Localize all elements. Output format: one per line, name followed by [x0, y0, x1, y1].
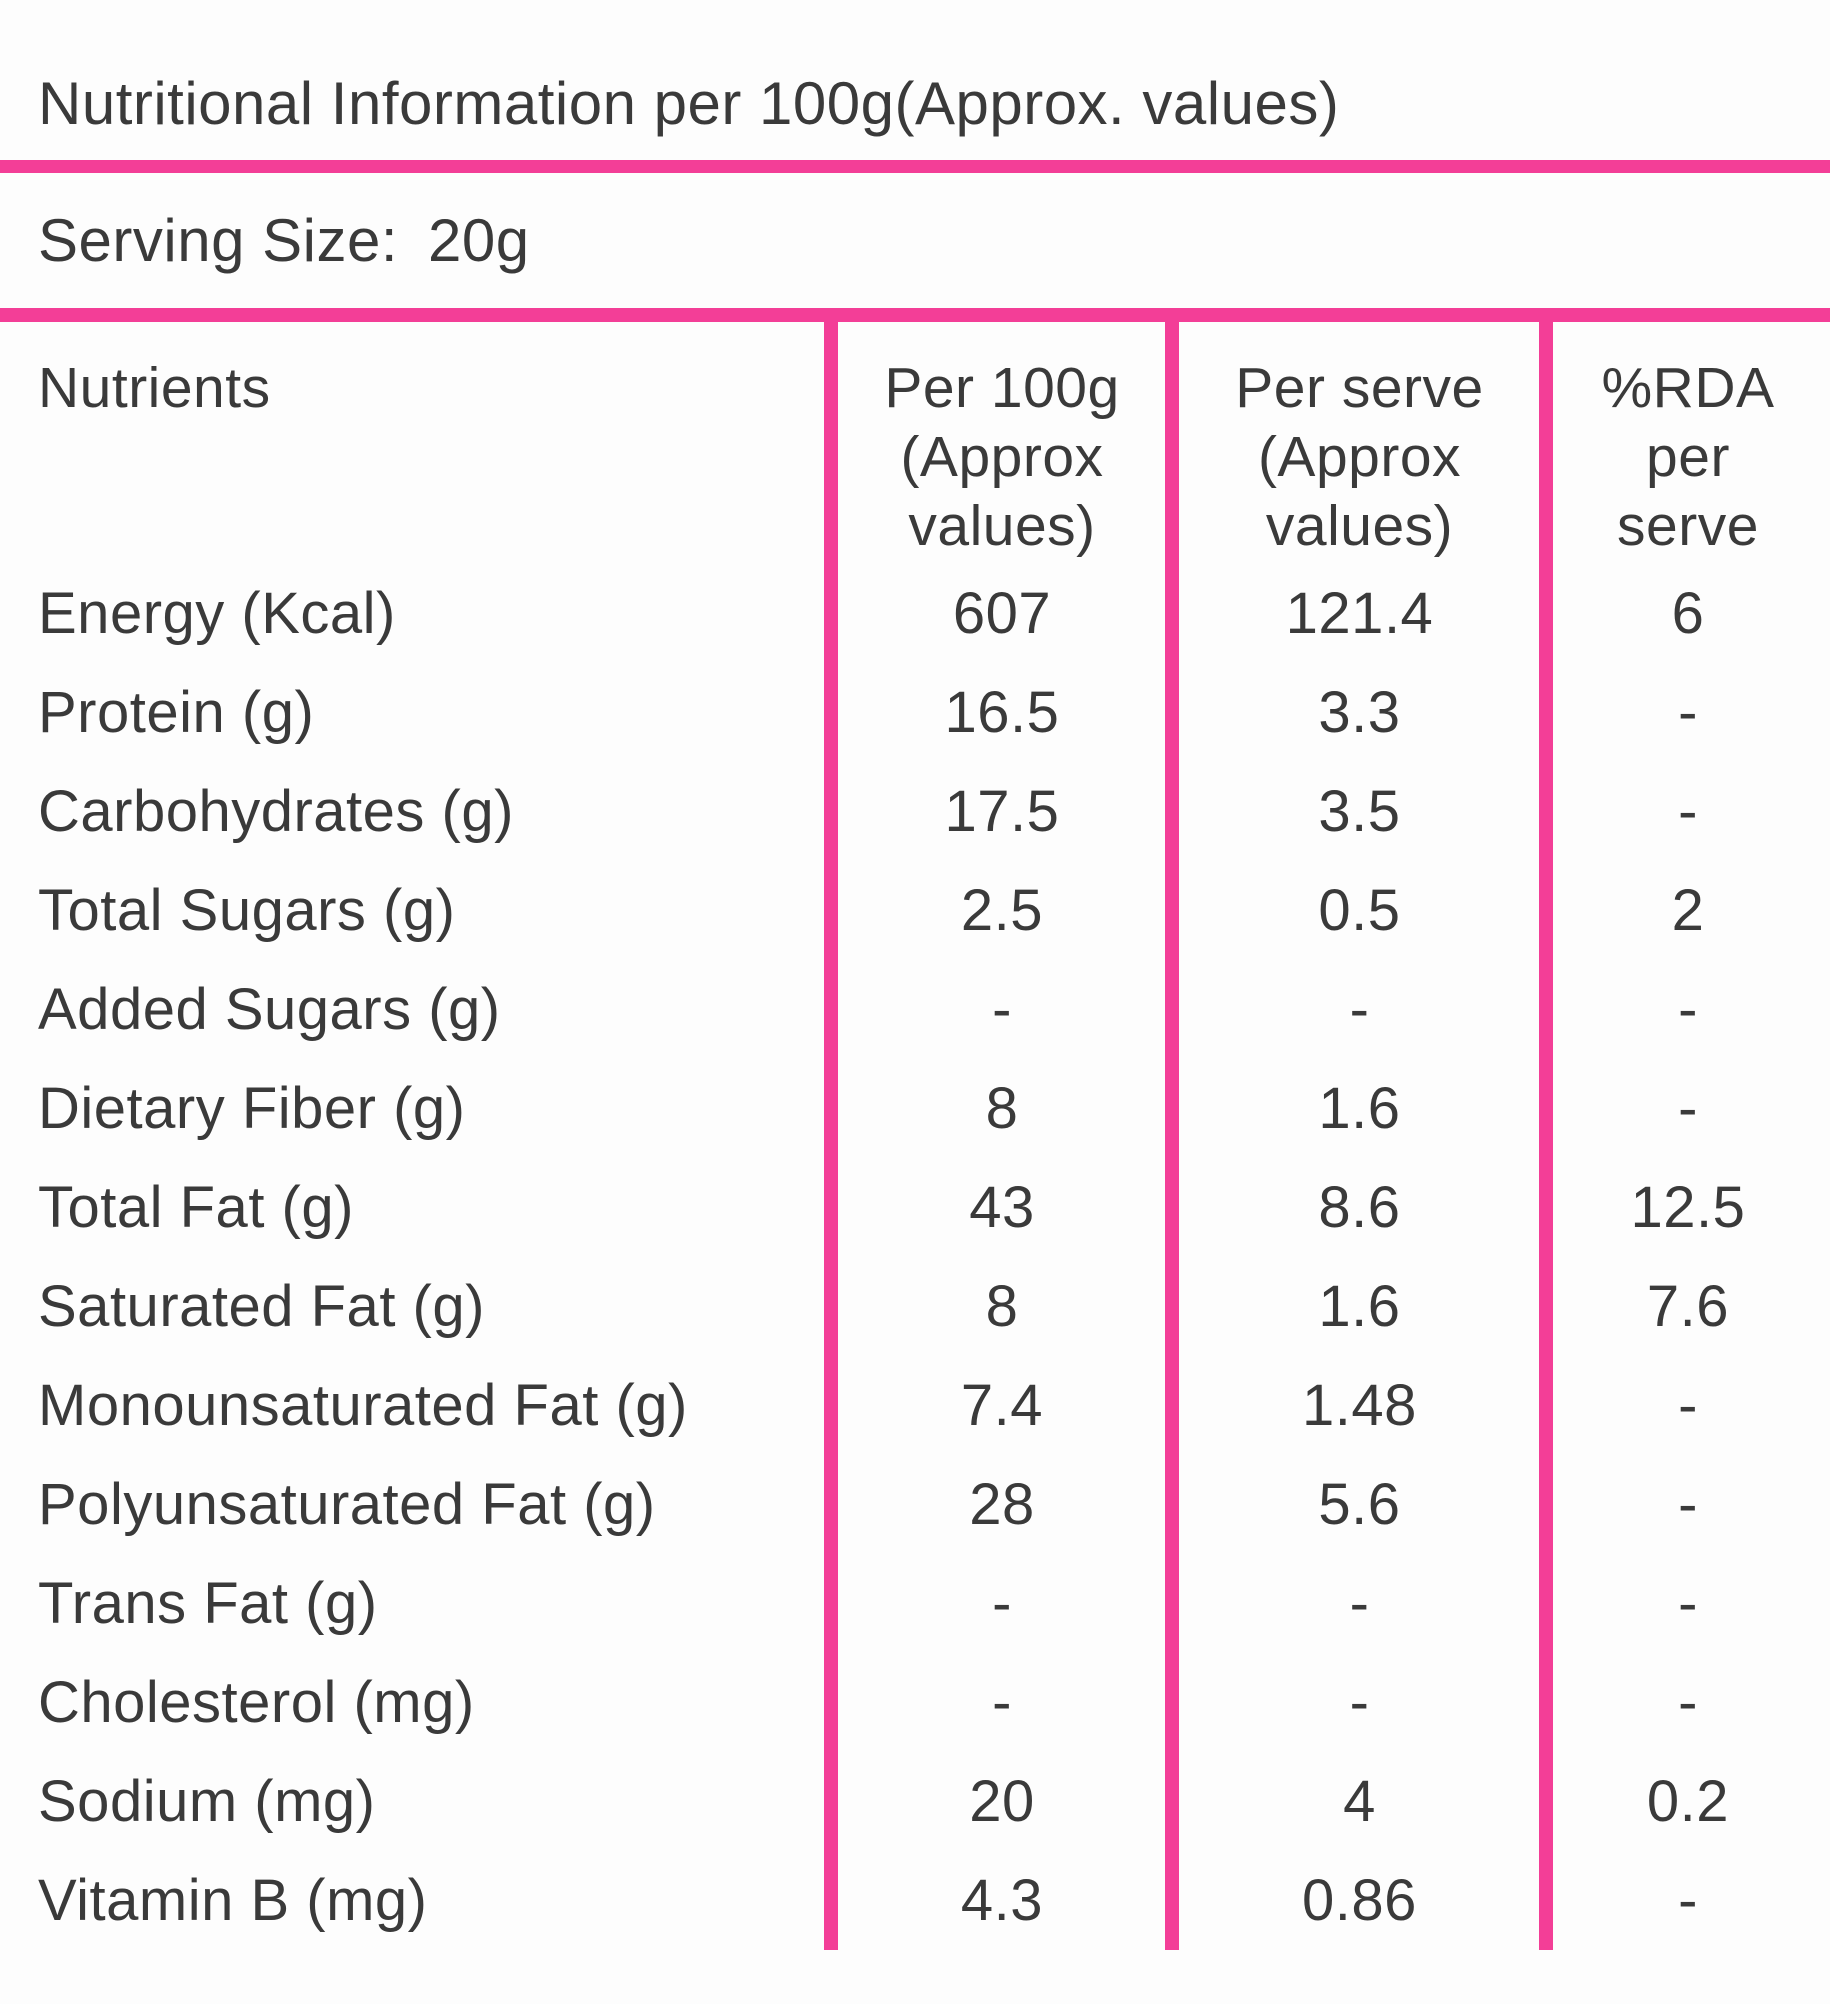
col-header-line: values) [908, 494, 1096, 558]
table-row [0, 1059, 1830, 1158]
rda-per-serve-value: - [1678, 1373, 1698, 1438]
nutrient-name: Trans Fat (g) [38, 1571, 378, 1636]
per-serve-value: 3.3 [1318, 680, 1401, 745]
rda-per-serve-value: - [1678, 1571, 1698, 1636]
nutrient-name: Total Sugars (g) [38, 878, 456, 943]
per-100g-value: 20 [969, 1769, 1035, 1834]
rda-per-serve-value: 2 [1671, 878, 1705, 943]
nutrient-name: Total Fat (g) [38, 1175, 354, 1240]
per-100g-value: 17.5 [944, 779, 1060, 844]
per-serve-value: 5.6 [1318, 1472, 1401, 1537]
col-header-line: Per 100g [884, 356, 1120, 420]
col-header-nutrients [0, 322, 831, 564]
per-100g-value: 16.5 [944, 680, 1060, 745]
rda-per-serve-value: - [1678, 977, 1698, 1042]
per-serve-value: 1.6 [1318, 1076, 1401, 1141]
table-row [0, 1653, 1830, 1752]
per-100g-value: - [992, 1670, 1012, 1735]
per-serve-value: 4 [1343, 1769, 1376, 1834]
col-header-line: serve [1617, 494, 1759, 558]
rda-per-serve-value: - [1678, 1076, 1698, 1141]
per-100g-value: 8 [985, 1076, 1019, 1141]
nutrient-name: Saturated Fat (g) [38, 1274, 485, 1339]
per-serve-value: 0.5 [1318, 878, 1401, 943]
rda-per-serve-value: - [1678, 680, 1698, 745]
rda-per-serve-value: 6 [1671, 581, 1705, 646]
serving-size-value: 20g [428, 206, 530, 274]
table-row [0, 762, 1830, 861]
serving-size-label: Serving Size: [38, 206, 398, 274]
rda-per-serve-value: - [1678, 779, 1698, 844]
col-header-line: (Approx [1257, 425, 1462, 489]
per-serve-value: 1.48 [1302, 1373, 1417, 1438]
per-100g-value: 8 [985, 1274, 1019, 1339]
divider-below-serving [0, 308, 1830, 322]
col-header-line: %RDA [1601, 356, 1775, 420]
rda-per-serve-value: 0.2 [1646, 1769, 1730, 1834]
table-row [0, 1752, 1830, 1851]
nutrient-name: Added Sugars (g) [38, 977, 501, 1042]
rda-per-serve-value: 7.6 [1646, 1274, 1730, 1339]
divider-below-title [0, 160, 1830, 173]
rda-per-serve-value: - [1678, 1472, 1698, 1537]
per-serve-value: - [1349, 1571, 1370, 1636]
per-100g-value: 607 [952, 581, 1052, 646]
nutrient-name: Carbohydrates (g) [38, 779, 514, 844]
per-100g-value: 4.3 [960, 1868, 1044, 1933]
per-100g-value: 28 [969, 1472, 1035, 1537]
col-header-per-serve [1173, 322, 1546, 564]
per-serve-value: 121.4 [1285, 581, 1434, 646]
table-header-row [0, 322, 1830, 564]
title-section [0, 0, 1830, 160]
rda-per-serve-value: - [1678, 1670, 1698, 1735]
col-header-line: Per serve [1235, 356, 1484, 420]
nutrient-name: Dietary Fiber (g) [38, 1076, 466, 1141]
nutrition-table [0, 322, 1830, 1950]
col-header-rda [1546, 322, 1830, 564]
col-header-nutrients-label: Nutrients [38, 356, 271, 420]
per-serve-value: 8.6 [1318, 1175, 1401, 1240]
nutrient-name: Polyunsaturated Fat (g) [38, 1472, 656, 1537]
table-row [0, 564, 1830, 663]
table-row [0, 1455, 1830, 1554]
per-serve-value: - [1349, 977, 1370, 1042]
table-row [0, 1554, 1830, 1653]
per-100g-value: 2.5 [960, 878, 1044, 943]
per-serve-value: - [1349, 1670, 1370, 1735]
nutrient-name: Vitamin B (mg) [38, 1868, 428, 1933]
nutrient-name: Monounsaturated Fat (g) [38, 1373, 688, 1438]
per-100g-value: 43 [969, 1175, 1035, 1240]
nutrient-name: Cholesterol (mg) [38, 1670, 475, 1735]
col-header-line: per [1646, 425, 1730, 489]
col-header-line: (Approx [900, 425, 1104, 489]
table-row [0, 960, 1830, 1059]
nutrient-name: Sodium (mg) [38, 1769, 376, 1834]
column-divider-1 [824, 322, 838, 1950]
table-row [0, 861, 1830, 960]
per-100g-value: 7.4 [960, 1373, 1044, 1438]
table-row [0, 1851, 1830, 1950]
nutrient-name: Energy (Kcal) [38, 581, 396, 646]
page-title: Nutritional Information per 100g(Approx. values) [38, 70, 1340, 137]
table-row [0, 1257, 1830, 1356]
rda-per-serve-value: - [1678, 1868, 1698, 1933]
table-body [0, 564, 1830, 1950]
per-100g-value: - [992, 1571, 1012, 1636]
table-row [0, 1356, 1830, 1455]
rda-per-serve-value: 12.5 [1630, 1175, 1746, 1240]
col-header-per-100g [831, 322, 1173, 564]
per-serve-value: 3.5 [1318, 779, 1401, 844]
column-divider-3 [1539, 322, 1553, 1950]
per-serve-value: 1.6 [1318, 1274, 1401, 1339]
per-serve-value: 0.86 [1302, 1868, 1417, 1933]
serving-section [0, 173, 1830, 308]
column-divider-2 [1165, 322, 1179, 1950]
nutrient-name: Protein (g) [38, 680, 315, 745]
table-row [0, 663, 1830, 762]
table-row [0, 1158, 1830, 1257]
col-header-line: values) [1265, 494, 1454, 558]
per-100g-value: - [992, 977, 1012, 1042]
